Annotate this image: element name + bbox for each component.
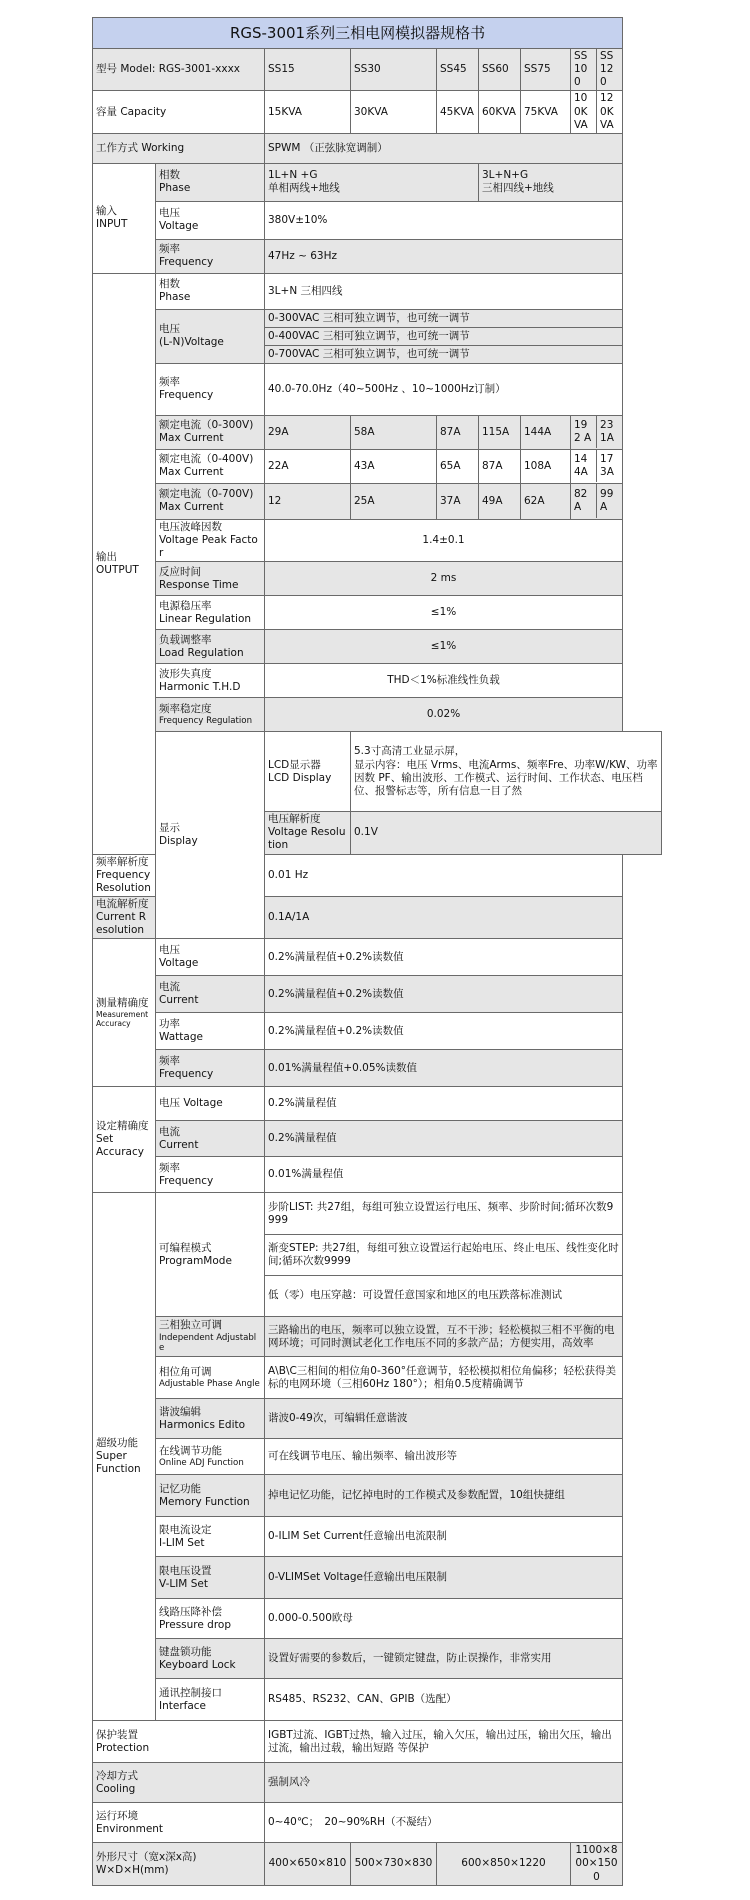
input-frequency-label: 频率 Frequency — [156, 239, 265, 273]
output-voltage-row — [93, 309, 662, 363]
current-value: 87A — [479, 449, 521, 483]
program-mode-label: 可编程模式 ProgramMode — [156, 1193, 265, 1317]
current-value-pair — [571, 449, 623, 483]
program-list: 步阶LIST: 共27组，每组可独立设置运行电压、频率、步阶时间;循环次数9999 — [265, 1194, 622, 1235]
current-value: 49A — [479, 483, 521, 519]
input-voltage-value: 380V±10% — [265, 201, 623, 239]
harmonics-label: 谐波编辑 Harmonics Edito — [156, 1399, 265, 1439]
current-res-value: 0.1A/1A — [265, 896, 623, 938]
measurement-group-label: 测量精确度 Measurement Accuracy — [93, 939, 156, 1087]
thd-value: THD＜1%标准线性负载 — [265, 664, 623, 698]
vlim-label: 限电压设置 V-LIM Set — [156, 1557, 265, 1599]
set-current-label: 电流 Current — [156, 1121, 265, 1157]
current-value: 231A — [600, 419, 614, 445]
model-value-pair — [571, 49, 623, 91]
meas-wattage-value: 0.2%满量程值+0.2%读数值 — [265, 1013, 623, 1050]
pressure-label: 线路压降补偿 Pressure drop — [156, 1599, 265, 1639]
response-label: 反应时间 Response Time — [156, 562, 265, 596]
capacity-label: 容量 Capacity — [93, 91, 265, 133]
current-value: 43A — [351, 449, 437, 483]
voltage-option: 0-400VAC 三相可独立调节，也可统一调节 — [265, 327, 622, 345]
current-400-label: 额定电流（0-400V) Max Current — [156, 449, 265, 483]
current-400-row — [93, 449, 662, 483]
set-current-value: 0.2%满量程值 — [265, 1121, 623, 1157]
capacity-value: 45KVA — [437, 91, 479, 133]
phase-angle-value: A\B\C三相间的相位角0-360°任意调节，轻松模拟相位角偏移；轻松获得美标的电网环境（三相60Hz 180°）；相角0.5度精确调节 — [265, 1357, 623, 1399]
spec-sheet — [92, 17, 662, 1886]
dimension-value: 500×730×830 — [351, 1843, 437, 1885]
load-reg-value: ≤1% — [265, 630, 623, 664]
keyboard-label: 键盘锁功能 Keyboard Lock — [156, 1639, 265, 1679]
current-700-row — [93, 483, 662, 519]
voltage-res-value: 0.1V — [351, 812, 662, 854]
vlim-row — [93, 1557, 662, 1599]
environment-label: 运行环境 Environment — [93, 1803, 265, 1843]
protection-label: 保护装置 Protection — [93, 1721, 265, 1763]
protection-value: IGBT过流、IGBT过热，输入过压，输入欠压，输出过压，输出欠压，输出过流，输出过载，输出短路 等保护 — [265, 1721, 623, 1763]
super-group-label: 超级功能 Super Function — [93, 1193, 156, 1721]
working-row — [93, 133, 662, 163]
current-value: 144A — [521, 415, 571, 449]
dimension-value: 1100×800×1500 — [571, 1843, 623, 1885]
independent-value: 三路输出的电压，频率可以独立设置，互不干涉；轻松模拟三相不平衡的电网环境；可同时测试老化工作电压不同的多款产品；方便实用，高效率 — [265, 1317, 623, 1357]
current-value: 22A — [265, 449, 351, 483]
ilim-row — [93, 1517, 662, 1557]
model-value: SS30 — [351, 49, 437, 91]
working-label: 工作方式 Working — [93, 133, 265, 163]
current-value: 12 — [265, 483, 351, 519]
spec-title: RGS-3001系列三相电网模拟器规格书 — [93, 18, 623, 49]
linear-reg-label: 电源稳压率 Linear Regulation — [156, 596, 265, 630]
meas-frequency-label: 频率 Frequency — [156, 1050, 265, 1087]
freq-reg-label: 频率稳定度 Frequency Regulation — [156, 698, 265, 732]
cooling-row — [93, 1763, 662, 1803]
environment-row — [93, 1803, 662, 1843]
independent-row — [93, 1317, 662, 1357]
output-phase-value: 3L+N 三相四线 — [265, 273, 623, 309]
memory-label: 记忆功能 Memory Function — [156, 1475, 265, 1517]
voltage-option: 0-700VAC 三相可独立调节，也可统一调节 — [265, 345, 622, 363]
cooling-value: 强制风冷 — [265, 1763, 623, 1803]
vlim-value: 0-VLIMSet Voltage任意输出电压限制 — [265, 1557, 623, 1599]
protection-row — [93, 1721, 662, 1763]
environment-value: 0~40℃； 20~90%RH（不凝结） — [265, 1803, 623, 1843]
model-value: SS60 — [479, 49, 521, 91]
voltage-res-label: 电压解析度 Voltage Resolution — [265, 812, 351, 854]
output-phase-label: 相数 Phase — [156, 273, 265, 309]
capacity-value: 15KVA — [265, 91, 351, 133]
output-frequency-row — [93, 363, 662, 415]
lcd-value: 5.3寸高清工业显示屏， 显示内容：电压 Vrms、电流Arms、频率Fre、功率W/KW、功率因数 PF、输出波形、工作模式、运行时间、工作状态、电压档位、报警标志等，所有信息一目了然 — [351, 732, 662, 812]
input-phase-label: 相数 Phase — [156, 163, 265, 201]
input-voltage-label: 电压 Voltage — [156, 201, 265, 239]
capacity-value: 75KVA — [521, 91, 571, 133]
current-value: 25A — [351, 483, 437, 519]
display-group-label: 显示 Display — [156, 732, 265, 939]
meas-wattage-label: 功率 Wattage — [156, 1013, 265, 1050]
linear-reg-row — [93, 596, 662, 630]
interface-value: RS485、RS232、CAN、GPIB（选配） — [265, 1679, 623, 1721]
online-row — [93, 1439, 662, 1475]
set-voltage-row — [93, 1087, 662, 1121]
model-value: SS100 — [571, 49, 597, 90]
capacity-value-pair — [571, 91, 623, 133]
input-three-phase: 3L+N+G 三相四线+地线 — [479, 163, 623, 201]
working-value: SPWM （正弦脉宽调制） — [265, 133, 623, 163]
program-mode-row — [93, 1193, 662, 1317]
current-res-label: 电流解析度 Current Resolution — [93, 896, 156, 938]
meas-voltage-label: 电压 Voltage — [156, 939, 265, 976]
memory-row — [93, 1475, 662, 1517]
current-value: 173A — [600, 453, 614, 479]
set-voltage-label: 电压 Voltage — [156, 1087, 265, 1121]
model-value: SS75 — [521, 49, 571, 91]
model-value: SS120 — [600, 50, 614, 89]
peak-factor-value: 1.4±0.1 — [265, 519, 623, 561]
meas-wattage-row — [93, 1013, 662, 1050]
current-value-pair — [571, 415, 623, 449]
capacity-value: 60KVA — [479, 91, 521, 133]
input-voltage-row — [93, 201, 662, 239]
current-700-label: 额定电流（0-700V) Max Current — [156, 483, 265, 519]
current-value: 192 A — [571, 416, 597, 448]
input-single-phase: 1L+N +G 单相两线+地线 — [265, 163, 479, 201]
thd-row — [93, 664, 662, 698]
input-phase-row — [93, 163, 662, 201]
current-value: 37A — [437, 483, 479, 519]
thd-label: 波形失真度 Harmonic T.H.D — [156, 664, 265, 698]
response-row — [93, 562, 662, 596]
model-row — [93, 49, 662, 91]
current-value: 99A — [600, 488, 614, 514]
pressure-value: 0.000-0.500欧母 — [265, 1599, 623, 1639]
freq-reg-value: 0.02% — [265, 698, 623, 732]
dimension-value: 600×850×1220 — [437, 1843, 571, 1885]
program-low-voltage: 低（零）电压穿越：可设置任意国家和地区的电压跌落标准测试 — [268, 1289, 562, 1302]
set-frequency-label: 频率 Frequency — [156, 1157, 265, 1193]
harmonics-value: 谐波0-49次，可编辑任意谐波 — [265, 1399, 623, 1439]
output-group-label: 输出 OUTPUT — [93, 273, 156, 854]
current-value: 62A — [521, 483, 571, 519]
set-frequency-value: 0.01%满量程值 — [265, 1157, 623, 1193]
capacity-value: 120KVA — [600, 92, 614, 131]
current-value: 82A — [571, 484, 597, 518]
set-voltage-value: 0.2%满量程值 — [265, 1087, 623, 1121]
model-value: SS45 — [437, 49, 479, 91]
peak-factor-label: 电压波峰因数 Voltage Peak Factor — [156, 519, 265, 561]
phase-angle-row — [93, 1357, 662, 1399]
current-value: 29A — [265, 415, 351, 449]
meas-current-value: 0.2%满量程值+0.2%读数值 — [265, 976, 623, 1013]
current-300-row — [93, 415, 662, 449]
output-voltage-label: 电压 (L-N)Voltage — [156, 309, 265, 363]
pressure-row — [93, 1599, 662, 1639]
keyboard-row — [93, 1639, 662, 1679]
current-value: 87A — [437, 415, 479, 449]
dimension-value: 400×650×810 — [265, 1843, 351, 1885]
meas-frequency-value: 0.01%满量程值+0.05%读数值 — [265, 1050, 623, 1087]
spec-table — [92, 17, 662, 1886]
ilim-value: 0-ILIM Set Current任意输出电流限制 — [265, 1517, 623, 1557]
dimensions-row — [93, 1843, 662, 1885]
program-step: 渐变STEP: 共27组，每组可独立设置运行起始电压、终止电压、线性变化时间;循环次数9999 — [265, 1235, 622, 1276]
load-reg-label: 负载调整率 Load Regulation — [156, 630, 265, 664]
input-frequency-value: 47Hz ~ 63Hz — [265, 239, 623, 273]
interface-row — [93, 1679, 662, 1721]
capacity-row — [93, 91, 662, 133]
freq-reg-row — [93, 698, 662, 732]
meas-current-row — [93, 976, 662, 1013]
input-frequency-row — [93, 239, 662, 273]
program-mode-values — [265, 1193, 623, 1317]
output-frequency-value: 40.0-70.0Hz（40~500Hz 、10~1000Hz订制） — [265, 363, 623, 415]
peak-factor-row — [93, 519, 662, 561]
output-phase-row — [93, 273, 662, 309]
meas-frequency-row — [93, 1050, 662, 1087]
set-frequency-row — [93, 1157, 662, 1193]
cooling-label: 冷却方式 Cooling — [93, 1763, 265, 1803]
current-value: 58A — [351, 415, 437, 449]
ilim-label: 限电流设定 I-LIM Set — [156, 1517, 265, 1557]
dimensions-label: 外形尺寸（宽x深x高) W×D×H(mm) — [93, 1843, 265, 1885]
current-value: 115A — [479, 415, 521, 449]
interface-label: 通讯控制接口 Interface — [156, 1679, 265, 1721]
input-group-label: 输入 INPUT — [93, 163, 156, 273]
capacity-value: 30KVA — [351, 91, 437, 133]
meas-voltage-value: 0.2%满量程值+0.2%读数值 — [265, 939, 623, 976]
meas-current-label: 电流 Current — [156, 976, 265, 1013]
model-label: 型号 Model: RGS-3001-xxxx — [93, 49, 265, 91]
memory-value: 掉电记忆功能，记忆掉电时的工作模式及参数配置，10组快捷组 — [265, 1475, 623, 1517]
keyboard-value: 设置好需要的参数后，一键锁定键盘，防止误操作，非常实用 — [265, 1639, 623, 1679]
current-value: 65A — [437, 449, 479, 483]
online-value: 可在线调节电压、输出频率、输出波形等 — [265, 1439, 623, 1475]
current-value: 108A — [521, 449, 571, 483]
current-value-pair — [571, 483, 623, 519]
capacity-value: 100KVA — [571, 91, 597, 132]
freq-res-label: 频率解析度 Frequency Resolution — [93, 854, 156, 896]
independent-label: 三相独立可调 Independent Adjustable — [156, 1317, 265, 1357]
lcd-row — [93, 732, 662, 812]
output-frequency-label: 频率 Frequency — [156, 363, 265, 415]
lcd-label: LCD显示器 LCD Display — [265, 732, 351, 812]
harmonics-row — [93, 1399, 662, 1439]
set-accuracy-group-label: 设定精确度 Set Accuracy — [93, 1087, 156, 1193]
load-reg-row — [93, 630, 662, 664]
phase-angle-label: 相位角可调 Adjustable Phase Angle — [156, 1357, 265, 1399]
online-label: 在线调节功能 Online ADJ Function — [156, 1439, 265, 1475]
model-value: SS15 — [265, 49, 351, 91]
meas-voltage-row — [93, 939, 662, 976]
set-current-row — [93, 1121, 662, 1157]
current-value: 144A — [571, 450, 597, 482]
response-value: 2 ms — [265, 562, 623, 596]
current-300-label: 额定电流（0-300V) Max Current — [156, 415, 265, 449]
output-voltage-options — [265, 309, 623, 363]
voltage-option: 0-300VAC 三相可独立调节，也可统一调节 — [268, 311, 470, 324]
linear-reg-value: ≤1% — [265, 596, 623, 630]
freq-res-value: 0.01 Hz — [265, 854, 623, 896]
